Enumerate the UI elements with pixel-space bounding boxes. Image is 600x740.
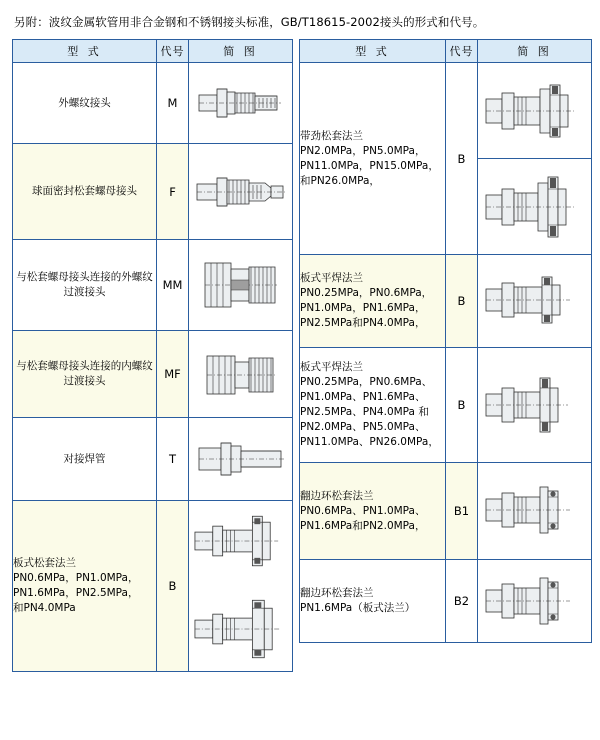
table-row <box>13 331 293 418</box>
right-header-code: 代号 <box>446 40 478 63</box>
figure-ribbed-loose-flange-a-icon <box>478 71 591 151</box>
row-type-label: 对接焊管 <box>13 418 157 501</box>
row-type-label: 板式平焊法兰 PN0.25MPa，PN0.6MPa、 PN1.0MPa、PN1.6MPa、 PN2.5MPa、PN4.0MPa 和 PN2.0MPa、PN5.0MPa、 PN11.0MPa、PN26.0MPa， <box>300 348 446 463</box>
figure-plate-slip-on-flange-icon <box>478 265 591 337</box>
row-code-label: F <box>157 144 189 240</box>
row-figure <box>478 63 592 159</box>
row-code-label: B <box>446 348 478 463</box>
figure-plate-loose-flange-icon-2 <box>189 590 292 670</box>
figure-spherical-seal-union-nut-icon <box>189 159 292 225</box>
figure-lap-joint-flange-icon <box>478 473 591 549</box>
row-type-label: 翻边环松套法兰 PN0.6MPa、PN1.0MPa、 PN1.6MPa和PN2.0MPa， <box>300 463 446 560</box>
row-figure <box>478 560 592 643</box>
row-code-label: B <box>446 63 478 255</box>
row-code-label: B <box>446 255 478 348</box>
row-figure <box>189 144 293 240</box>
left-header-type: 型 式 <box>13 40 157 63</box>
row-code-label: M <box>157 63 189 144</box>
row-type-label: 外螺纹接头 <box>13 63 157 144</box>
row-code-label: B <box>157 501 189 672</box>
row-code-label: T <box>157 418 189 501</box>
table-row <box>13 240 293 331</box>
row-figure <box>478 255 592 348</box>
tables-container <box>12 39 588 672</box>
left-spec-table <box>12 39 293 672</box>
figure-lap-joint-flange-plate-icon <box>478 566 591 636</box>
table-row <box>300 255 592 348</box>
left-header-figure: 简 图 <box>189 40 293 63</box>
table-row <box>13 501 293 672</box>
left-header-code: 代号 <box>157 40 189 63</box>
row-figure <box>478 159 592 255</box>
row-code-label: MF <box>157 331 189 418</box>
row-type-label: 带劲松套法兰 PN2.0MPa，PN5.0MPa， PN11.0MPa，PN15.0MPa， 和PN26.0MPa， <box>300 63 446 255</box>
table-row <box>13 418 293 501</box>
row-code-label: MM <box>157 240 189 331</box>
row-figure <box>189 240 293 331</box>
row-figure <box>189 331 293 418</box>
table-row <box>300 63 592 159</box>
right-table-header-row <box>300 40 592 63</box>
right-spec-table <box>299 39 592 643</box>
figure-female-thread-adapter-icon <box>189 344 292 404</box>
row-type-label: 翻边环松套法兰 PN1.6MPa（板式法兰） <box>300 560 446 643</box>
row-code-label: B2 <box>446 560 478 643</box>
right-header-type: 型 式 <box>300 40 446 63</box>
table-row <box>13 144 293 240</box>
row-figure <box>189 63 293 144</box>
right-header-figure: 简 图 <box>478 40 592 63</box>
row-type-label: 与松套螺母接头连接的外螺纹过渡接头 <box>13 240 157 331</box>
row-type-label: 球面密封松套螺母接头 <box>13 144 157 240</box>
table-row <box>300 463 592 560</box>
left-table-header-row <box>13 40 293 63</box>
figure-male-thread-fitting-icon <box>189 73 292 133</box>
table-row <box>300 560 592 643</box>
figure-plate-loose-flange-icon <box>189 502 292 582</box>
row-figure <box>478 348 592 463</box>
figure-male-thread-adapter-icon <box>189 253 292 317</box>
row-figure <box>189 418 293 501</box>
row-type-label: 板式松套法兰 PN0.6MPa，PN1.0MPa， PN1.6MPa，PN2.5MPa， 和PN4.0MPa <box>13 501 157 672</box>
table-row <box>300 348 592 463</box>
page-caption: 另附：波纹金属软管用非合金钢和不锈钢接头标准，GB/T18615-2002接头的形式和代号。 <box>14 15 485 29</box>
row-figure <box>189 501 293 672</box>
row-figure <box>478 463 592 560</box>
figure-plate-slip-on-flange-2-icon <box>478 362 591 448</box>
row-type-label: 与松套螺母接头连接的内螺纹过渡接头 <box>13 331 157 418</box>
table-row <box>13 63 293 144</box>
row-type-label: 板式平焊法兰 PN0.25MPa，PN0.6MPa， PN1.0MPa，PN1.6MPa， PN2.5MPa和PN4.0MPa， <box>300 255 446 348</box>
row-code-label: B1 <box>446 463 478 560</box>
figure-butt-weld-pipe-icon <box>189 430 292 488</box>
figure-ribbed-loose-flange-b-icon <box>478 167 591 247</box>
